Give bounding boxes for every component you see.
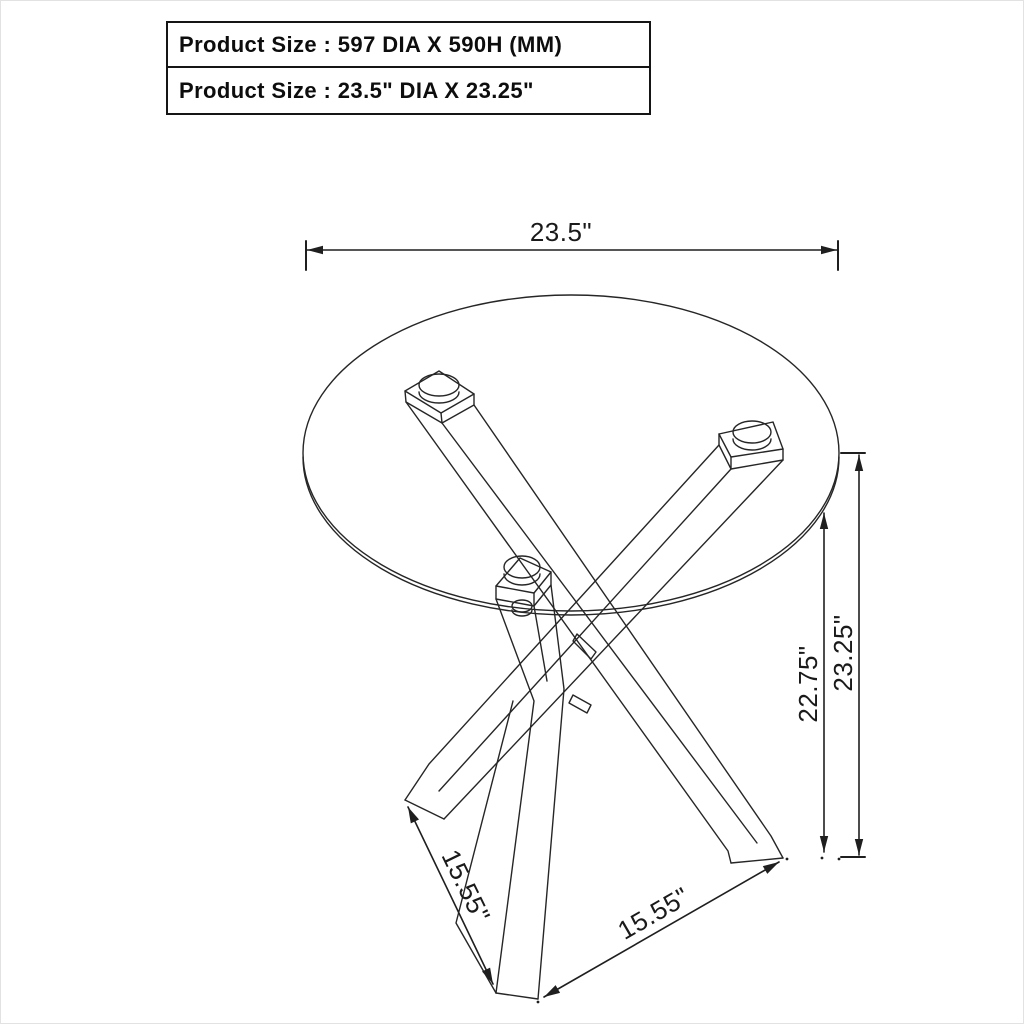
arrowhead-right-icon xyxy=(821,246,837,254)
arrowhead-down-icon xyxy=(855,839,863,855)
arrowhead-upleft-icon xyxy=(408,807,419,823)
dimension-leg-spread-right xyxy=(544,862,779,997)
leg-puck-back-left xyxy=(419,374,459,396)
arrowhead-down-icon xyxy=(820,836,828,852)
spec-row-inches xyxy=(168,66,649,113)
arrowhead-downleft-icon xyxy=(544,985,560,997)
glass-thickness-edge xyxy=(303,457,839,615)
label-top-diameter: 23.5" xyxy=(529,217,593,247)
dimension-overall-height xyxy=(828,453,865,857)
dimension-leg-spread-left xyxy=(408,807,497,984)
dimension-base-height xyxy=(793,513,828,859)
arrowhead-up-icon xyxy=(855,455,863,471)
glass-top xyxy=(303,295,839,615)
label-overall-height: 23.25" xyxy=(828,614,858,692)
leg-puck-right xyxy=(733,421,771,443)
product-size-table xyxy=(166,21,651,115)
arrowhead-upright-icon xyxy=(763,862,779,874)
arrowhead-left-icon xyxy=(307,246,323,254)
arrowhead-up-icon xyxy=(820,513,828,529)
label-leg-spread-right: 15.55" xyxy=(612,880,695,946)
spec-row-mm xyxy=(168,23,649,66)
front-leg-fastener xyxy=(512,600,532,612)
leg-back-left xyxy=(405,371,783,863)
table-line-drawing xyxy=(1,1,1024,1024)
dimension-top-diameter xyxy=(306,217,838,270)
reference-dots xyxy=(537,858,841,1004)
label-leg-spread-left: 15.55" xyxy=(435,844,497,928)
label-base-height: 22.75" xyxy=(793,645,823,723)
center-joint xyxy=(569,634,596,713)
spec-row-inches-label: Product Size : 23.5" DIA X 23.25" xyxy=(179,78,534,103)
leg-front xyxy=(456,556,564,999)
spec-row-mm-label: Product Size : 597 DIA X 590H (MM) xyxy=(179,32,563,57)
